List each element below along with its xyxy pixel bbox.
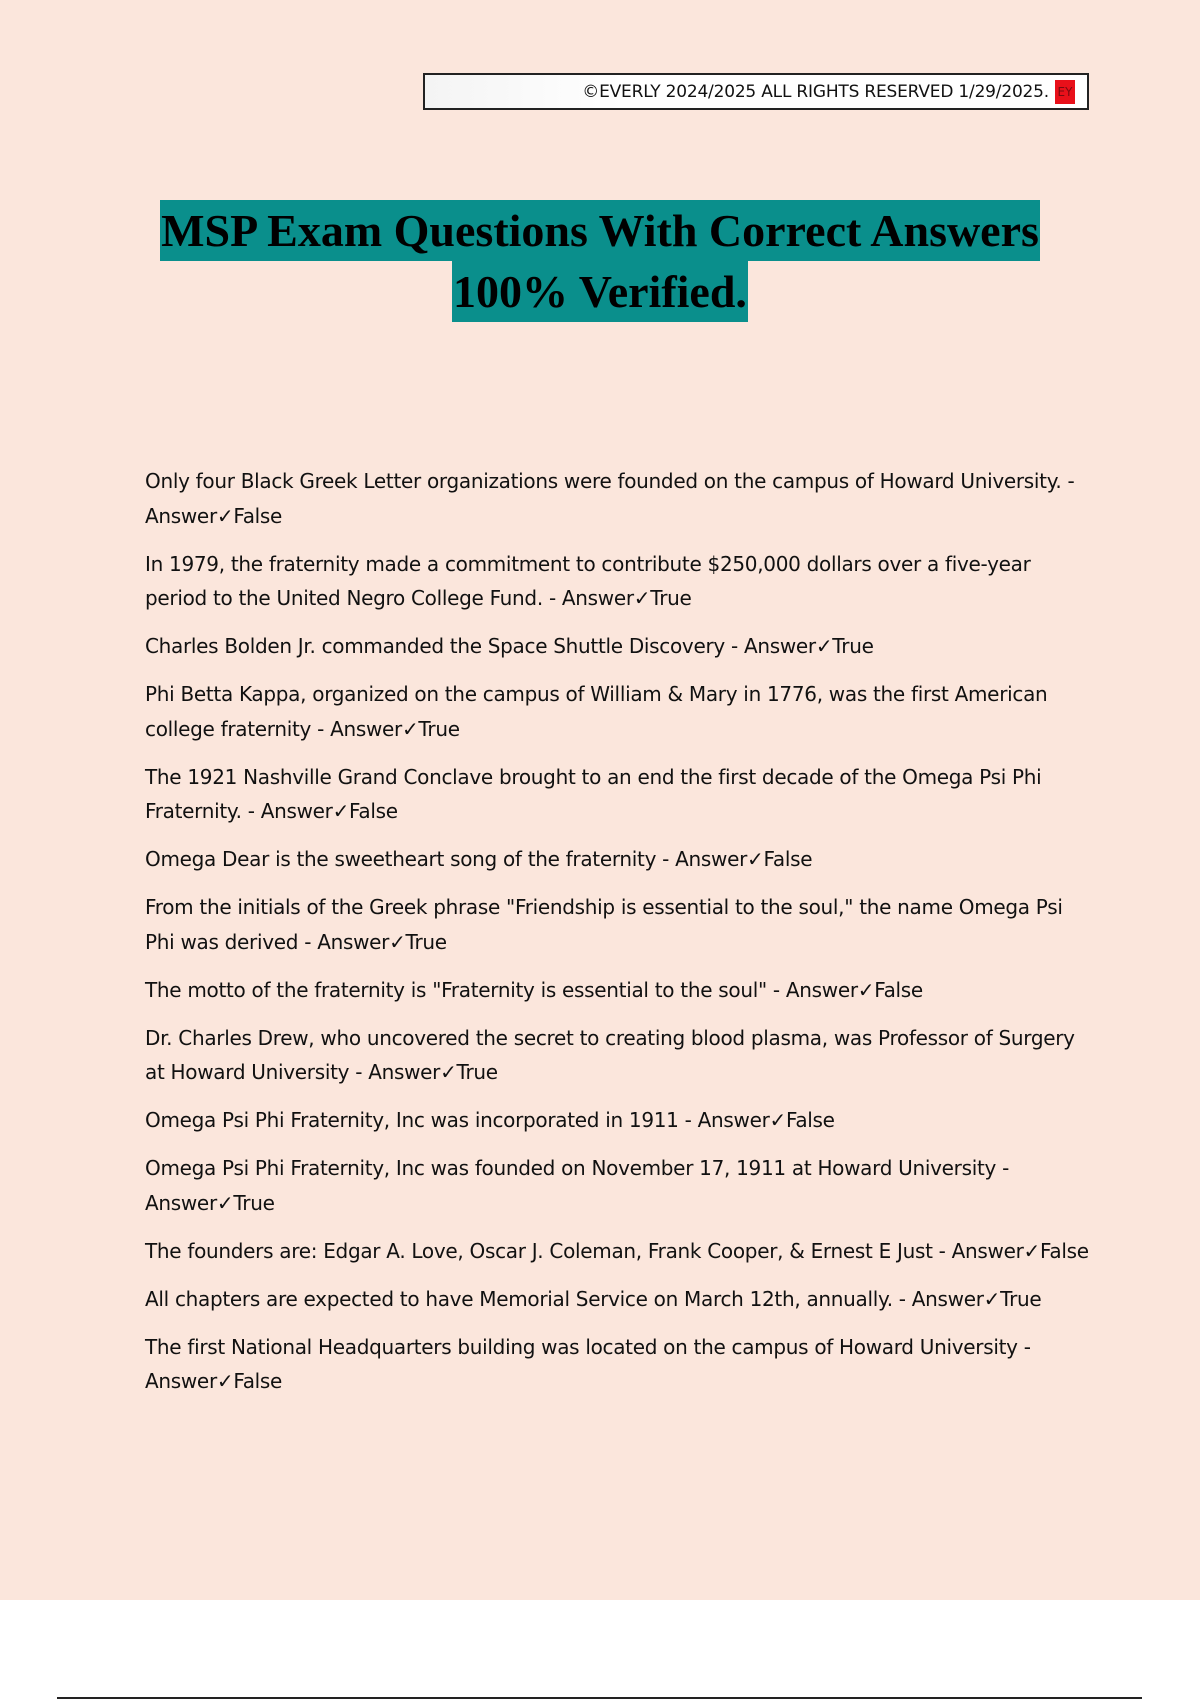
question-text: The founders are: Edgar A. Love, Oscar J. Coleman, Frank Cooper, & Ernest E Just -	[145, 1238, 946, 1263]
answer-text: Answer✓False	[675, 847, 813, 871]
answer-text: Answer✓True	[368, 1060, 498, 1084]
answer-text: Answer✓True	[743, 634, 874, 658]
brand-mark: EY	[1055, 80, 1075, 104]
question-text: Omega Dear is the sweetheart song of the fraternity -	[145, 847, 670, 871]
question-text: Omega Psi Phi Fraternity, Inc was founded on November 17, 1911 at Howard University -	[145, 1156, 1010, 1180]
qa-item	[145, 547, 1095, 616]
answer-text: Answer✓False	[785, 977, 923, 1002]
qa-item	[145, 464, 1095, 533]
qa-item	[145, 1021, 1095, 1090]
question-text: The first National Headquarters building was located on the campus of Howard University -	[145, 1334, 1031, 1359]
qa-item	[145, 973, 1095, 1008]
qa-item	[145, 760, 1095, 829]
answer-text: Answer✓True	[145, 1190, 275, 1215]
qa-item	[145, 890, 1095, 959]
answer-text: Answer✓False	[951, 1238, 1089, 1263]
qa-item	[145, 842, 1095, 877]
qa-item	[145, 1151, 1095, 1220]
copyright-header	[423, 73, 1089, 110]
answer-text: Answer✓False	[697, 1108, 835, 1132]
qa-item	[145, 1234, 1095, 1269]
question-text: Omega Psi Phi Fraternity, Inc was incorporated in 1911 -	[145, 1108, 692, 1132]
question-text: The 1921 Nashville Grand Conclave brought to an end the first decade of the Omega Psi Phi Fraternity. -	[145, 764, 1042, 823]
answer-text: Answer✓True	[317, 929, 447, 954]
answer-text: Answer✓False	[145, 1369, 283, 1393]
page-title	[0, 200, 1200, 322]
question-text: Charles Bolden Jr. commanded the Space Shuttle Discovery -	[145, 634, 738, 658]
qa-item	[145, 677, 1095, 746]
answer-text: Answer✓True	[911, 1286, 1042, 1311]
question-text: From the initials of the Greek phrase "Friendship is essential to the soul," the name Omega Psi Phi was derived -	[145, 895, 1063, 954]
question-text: In 1979, the fraternity made a commitment to contribute $250,000 dollars over a five-year period to the United Negro College Fund. -	[145, 551, 1031, 610]
title-line-2: 100% Verified.	[452, 261, 748, 322]
qa-list	[145, 464, 1095, 1412]
qa-item	[145, 1103, 1095, 1138]
qa-item	[145, 1282, 1095, 1317]
answer-text: Answer✓False	[145, 503, 283, 528]
answer-text: Answer✓True	[330, 716, 460, 741]
title-line-1: MSP Exam Questions With Correct Answers	[160, 200, 1040, 261]
question-text: Only four Black Greek Letter organizations were founded on the campus of Howard University. -	[145, 469, 1075, 493]
question-text: Dr. Charles Drew, who uncovered the secret to creating blood plasma, was Professor of Surgery at Howard University -	[145, 1025, 1075, 1084]
question-text: All chapters are expected to have Memorial Service on March 12th, annually. -	[145, 1286, 906, 1311]
answer-text: Answer✓False	[260, 799, 398, 823]
answer-text: Answer✓True	[561, 586, 692, 610]
qa-item	[145, 1330, 1095, 1399]
copyright-text: ©EVERLY 2024/2025 ALL RIGHTS RESERVED 1/29/2025.	[582, 81, 1049, 102]
question-text: The motto of the fraternity is "Fraternity is essential to the soul" -	[145, 977, 780, 1002]
qa-item	[145, 629, 1095, 664]
footer-rule	[57, 1697, 1142, 1699]
question-text: Phi Betta Kappa, organized on the campus of William & Mary in 1776, was the first American college fraternity -	[145, 682, 1048, 741]
